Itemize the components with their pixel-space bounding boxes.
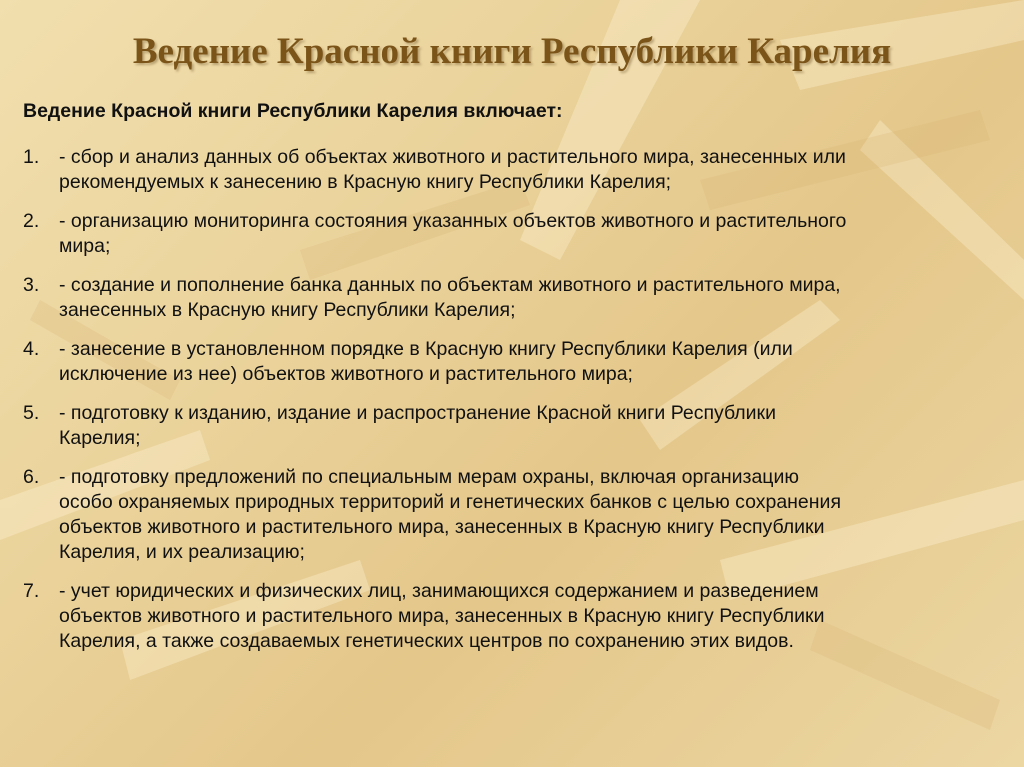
list-item — [23, 145, 1003, 195]
list-item-number: 3. — [23, 274, 40, 296]
page-title: Ведение Красной книги Республики Карелия — [132, 31, 892, 72]
list-item-text: - подготовку предложений по специальным мерам охраны, включая организацию особо охраняемых природных территорий и генетических банков с целью сохранения объектов животного и растительного мира, занесенных в Красную книгу Республики Карелия, и их реализацию; — [59, 466, 841, 563]
list-item-text: - сбор и анализ данных об объектах животного и растительного мира, занесенных или рекомендуемых к занесению в Красную книгу Республики Карелия; — [59, 146, 846, 193]
list-item — [23, 209, 1003, 259]
list-item-text: - занесение в установленном порядке в Красную книгу Республики Карелия (или исключение из нее) объектов животного и растительного мира; — [59, 338, 793, 385]
list-item-number: 4. — [23, 338, 40, 360]
numbered-list — [23, 145, 1003, 668]
list-item-text: - организацию мониторинга состояния указанных объектов животного и растительного мира; — [59, 210, 847, 257]
list-item-number: 1. — [23, 146, 40, 168]
list-item-number: 2. — [23, 210, 40, 232]
list-item-text: - подготовку к изданию, издание и распространение Красной книги Республики Карелия; — [59, 402, 776, 449]
list-item — [23, 401, 1003, 451]
list-item — [23, 337, 1003, 387]
list-item-text: - создание и пополнение банка данных по объектам животного и растительного мира, занесенных в Красную книгу Республики Карелия; — [59, 274, 841, 321]
list-item — [23, 465, 1003, 565]
list-item-text: - учет юридических и физических лиц, занимающихся содержанием и разведением объектов животного и растительного мира, занесенных в Красную книгу Республики Карелия, а также создаваемых генетических центров по сохранению этих видов. — [59, 580, 825, 652]
intro-text: Ведение Красной книги Республики Карелия включает: — [23, 100, 563, 122]
list-item-number: 6. — [23, 466, 40, 488]
list-item — [23, 273, 1003, 323]
list-item-number: 5. — [23, 402, 40, 424]
list-item-number: 7. — [23, 580, 40, 602]
list-item — [23, 579, 1003, 654]
